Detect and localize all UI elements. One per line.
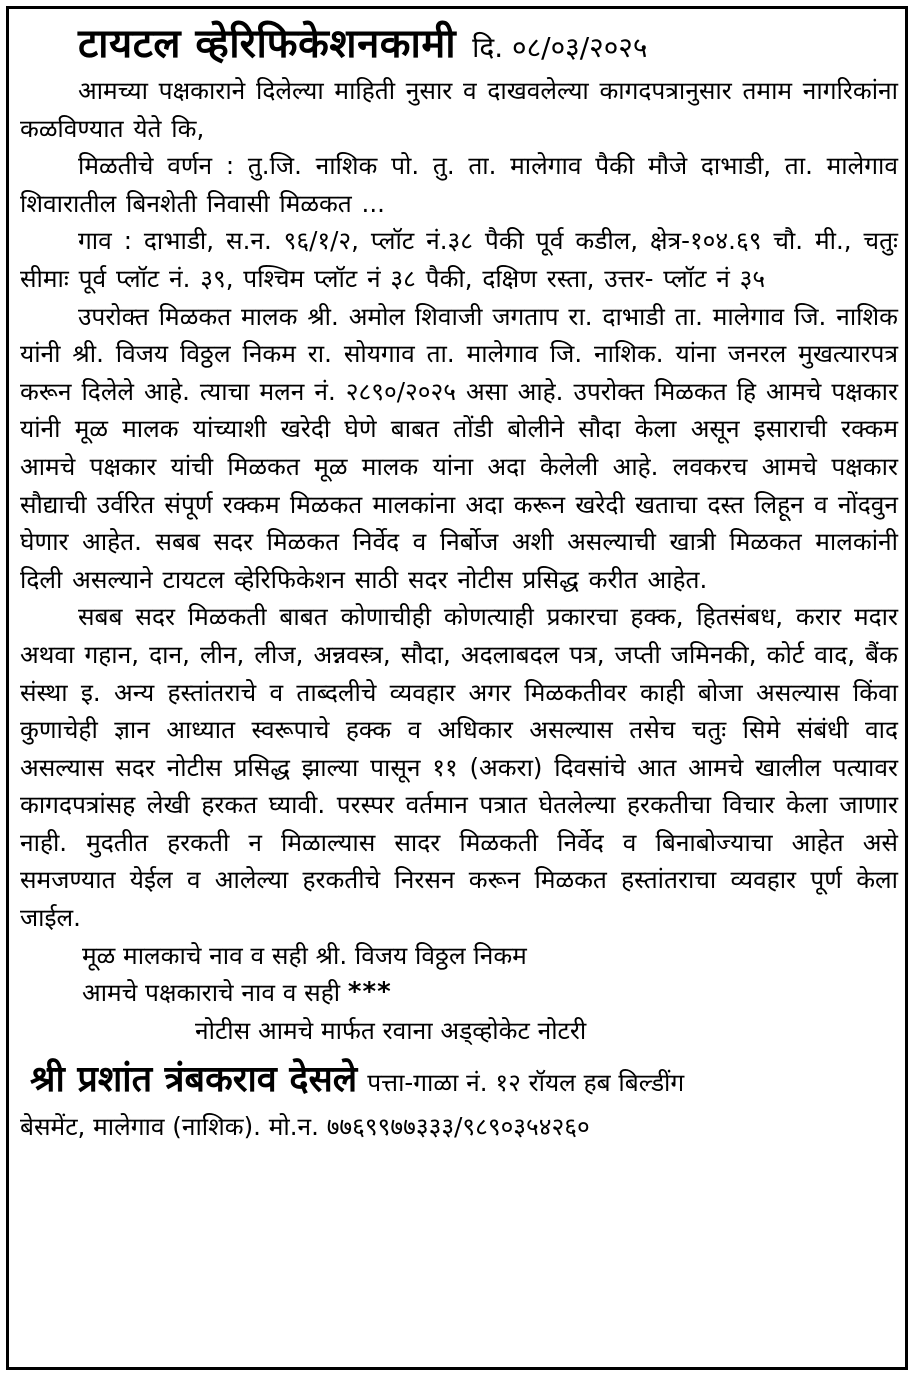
owner-signature-line: मूळ मालकाचे नाव व सही श्री. विजय विठ्ठल निकम — [82, 940, 527, 970]
client-signature-line — [82, 974, 898, 1012]
property-description: मिळतीचे वर्णन : तु.जि. नाशिक पो. तु. ता. मालेगाव पैकी मौजे दाभाडी, ता. मालेगाव शिवारातील बिनशेती निवासी मिळकत ... — [20, 151, 898, 218]
ownership-paragraph: उपरोक्त मिळकत मालक श्री. अमोल शिवाजी जगताप रा. दाभाडी ता. मालेगाव जि. नाशिक यांनी श्री. विजय विठ्ठल निकम रा. सोयगाव ता. मालेगाव जि. नाशिक. यांना जनरल मुखत्यारपत्र करून दिलेले आहे. त्याचा मलन नं. २८९०/२०२५ असा आहे. उपरोक्त मिळकत हि आमचे पक्षकार यांनी मूळ मालक यांच्याशी खरेदी घेणे बाबत तोंडी बोलीने सौदा केला असून इसाराची रक्कम आमचे पक्षकार यांची मिळकत मूळ मालक यांना अदा केलेली आहे. लवकरच आमचे पक्षकार सौद्याची उर्वरित संपूर्ण रक्कम मिळकत मालकांना अदा करून खरेदी खताचा दस्त लिहून व नोंदवुन घेणार आहेत. सबब सदर मिळकत निर्वेद व निर्बोज अशी असल्याची खात्री मिळकत मालकांनी दिली असल्याने टायटल व्हेरिफिकेशन साठी सदर नोटीस प्रसिद्ध करीत आहेत. — [20, 301, 898, 594]
notice-date: दि. ०८/०३/२०२५ — [472, 31, 648, 64]
intro-paragraph: आमच्या पक्षकाराने दिलेल्या माहिती नुसार व दाखवलेल्या कागदपत्रानुसार तमाम नागरिकांना कळविण्यात येते कि, — [20, 76, 898, 143]
advocate-name: श्री प्रशांत त्रंबकराव देसले — [30, 1059, 358, 1101]
notice-body — [20, 14, 898, 1145]
property-boundaries: गाव : दाभाडी, स.न. ९६/१/२, प्लॉट नं.३८ पैकी पूर्व कडील, क्षेत्र-१०४.६९ चौ. मी., चतुः सीमाः पूर्व प्लॉट नं. ३९, पश्चिम प्लॉट नं ३८ पैकी, दक्षिण रस्ता, उत्तर- प्लॉट नं ३५ — [20, 226, 898, 293]
objection-paragraph: सबब सदर मिळकती बाबत कोणाचीही कोणत्याही प्रकारचा हक्क, हितसंबध, करार मदार अथवा गहान, दान, लीन, लीज, अन्नवस्त्र, सौदा, अदलाबदल पत्र, जप्ती जमिनकी, कोर्ट वाद, बैंक संस्था इ. अन्य हस्तांतराचे व ताब्दलीचे व्यवहार अगर मिळकतीवर काही बोजा असल्यास किंवा कुणाचेही ज्ञान आध्यात स्वरूपाचे हक्क व अधिकार असल्यास तसेच चतुः सिमे संबंधी वाद असल्यास सदर नोटीस प्रसिद्ध झाल्या पासून ११ (अकरा) दिवसांचे आत आमचे खालील पत्यावर कागदपत्रांसह लेखी हरकत घ्यावी. परस्पर वर्तमान पत्रात घेतलेल्या हरकतीचा विचार केला जाणार नाही. मुदतीत हरकती न मिळाल्यास सादर मिळकती निर्वेद व बिनाबोज्याचा आहेत असे समजण्यात येईल व आलेल्या हरकतीचे निरसन करून मिळकत हस्तांतराचा व्यवहार पूर्ण केला जाईल. — [20, 602, 898, 933]
advocate-address-line2: बेसमेंट, मालेगाव (नाशिक). मो.न. ७७६९९७७३३३/९८९०३५४२६० — [20, 1112, 590, 1142]
notice-title: टायटल व्हेरिफिकेशनकामी — [78, 21, 457, 67]
client-signature-stars: *** — [347, 977, 392, 1008]
notice-header — [78, 14, 898, 72]
client-signature-label: आमचे पक्षकाराचे नाव व सही — [82, 978, 341, 1008]
sent-via-line: नोटीस आमचे मार्फत रवाना अड्व्होकेट नोटरी — [195, 1015, 587, 1045]
advocate-block — [30, 1053, 898, 1109]
advocate-address-line1: पत्ता-गाळा नं. १२ रॉयल हब बिल्डींग — [367, 1068, 685, 1098]
